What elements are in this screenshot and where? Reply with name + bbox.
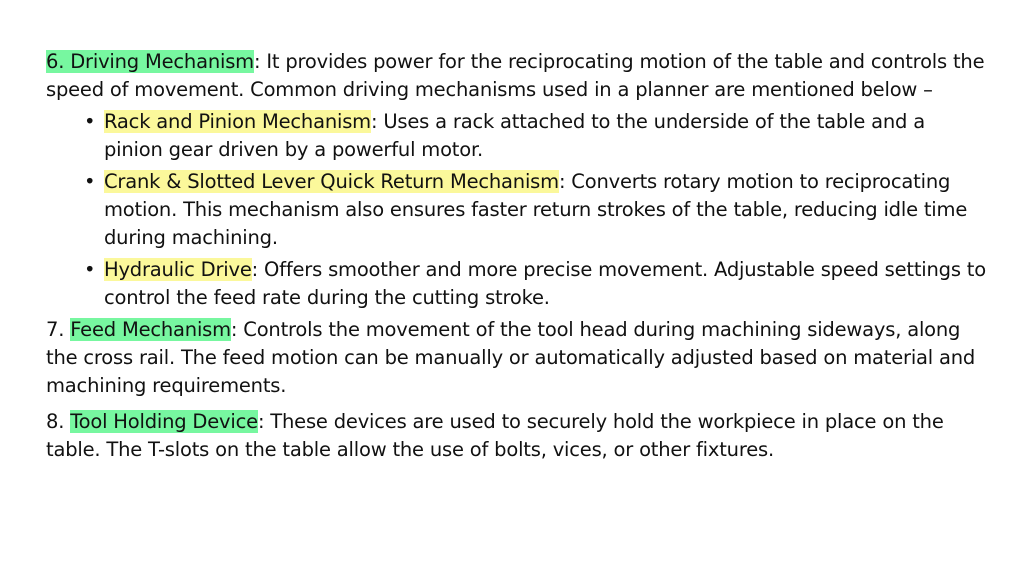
section-text: : Controls the movement of the tool head during machining sideways, along the cross rail. The feed motion can be manually or automatically adjusted based on material and machining requirements. [46, 318, 976, 397]
bullet-term: Hydraulic Drive [104, 258, 252, 281]
bullet-icon: • [84, 258, 96, 281]
bullet-term: Rack and Pinion Mechanism [104, 110, 371, 133]
section-term: Tool Holding Device [70, 410, 258, 433]
section-tool-holding-device [46, 408, 986, 464]
section-term: 6. Driving Mechanism [46, 50, 254, 73]
section-number: 7. [46, 318, 65, 341]
bullet-term: Crank & Slotted Lever Quick Return Mechanism [104, 170, 559, 193]
driving-mechanism-list [46, 108, 986, 312]
slide-content [46, 48, 986, 468]
list-item [46, 168, 986, 252]
bullet-text: : Uses a rack attached to the underside of the table and a pinion gear driven by a powerful motor. [104, 110, 925, 161]
section-text: : It provides power for the reciprocating motion of the table and controls the speed of movement. Common driving mechanisms used in a planner are mentioned below – [46, 50, 985, 101]
section-term: Feed Mechanism [70, 318, 231, 341]
bullet-text: : Offers smoother and more precise movement. Adjustable speed settings to control the feed rate during the cutting stroke. [104, 258, 986, 309]
section-text: : These devices are used to securely hold the workpiece in place on the table. The T-slots on the table allow the use of bolts, vices, or other fixtures. [46, 410, 944, 461]
list-item [46, 108, 986, 164]
section-feed-mechanism [46, 316, 986, 400]
section-driving-mechanism [46, 48, 986, 104]
bullet-icon: • [84, 170, 96, 193]
list-item [46, 256, 986, 312]
bullet-text: : Converts rotary motion to reciprocating motion. This mechanism also ensures faster return strokes of the table, reducing idle time during machining. [104, 170, 968, 249]
bullet-icon: • [84, 110, 96, 133]
section-number: 8. [46, 410, 65, 433]
